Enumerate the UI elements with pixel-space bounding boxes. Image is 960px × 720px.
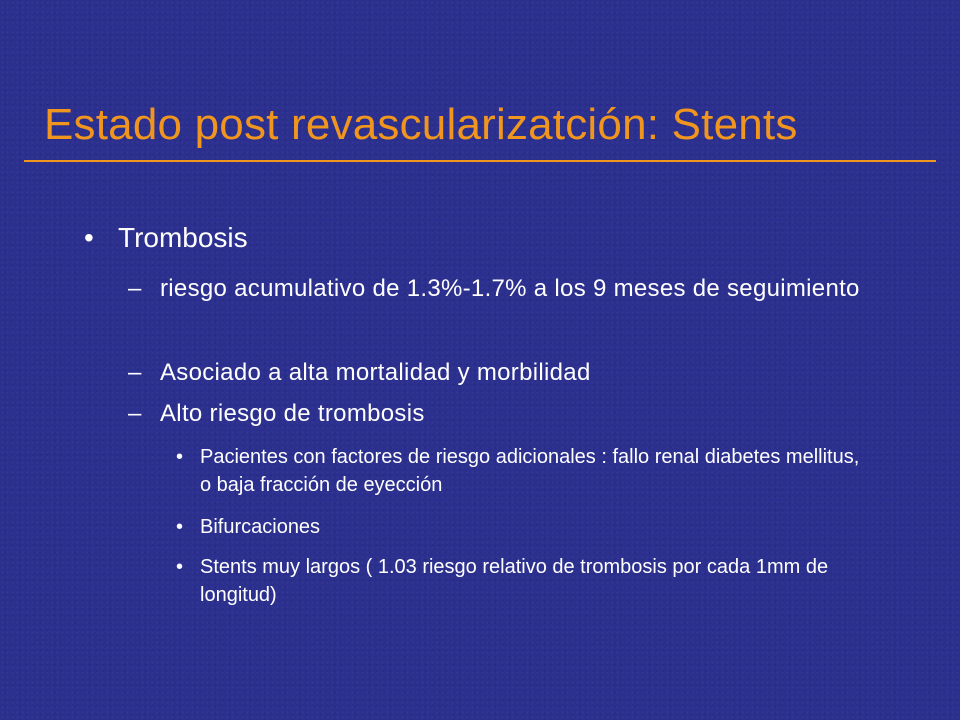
- dash-marker: –: [128, 275, 142, 302]
- sub-item-text: Asociado a alta mortalidad y morbilidad: [160, 359, 591, 386]
- sub-item-text: riesgo acumulativo de 1.3%-1.7% a los 9 meses de seguimiento: [160, 275, 860, 302]
- detail-item-text: Stents muy largos ( 1.03 riesgo relativo de trombosis por cada 1mm de longitud): [200, 556, 829, 606]
- sub-item-text: Alto riesgo de trombosis: [160, 400, 425, 427]
- dash-marker: –: [128, 400, 142, 427]
- detail-item-text: Bifurcaciones: [200, 516, 321, 538]
- detail-item-text: Pacientes con factores de riesgo adicionales : fallo renal diabetes mellitus, o baja fracción de eyección: [200, 446, 860, 496]
- title-underline: [24, 160, 936, 162]
- bullet-marker: •: [176, 556, 184, 578]
- bullet-marker: •: [176, 446, 184, 468]
- bullet-text: Trombosis: [118, 222, 248, 253]
- dash-marker: –: [128, 359, 142, 386]
- slide-title: Estado post revascularizatción: Stents: [44, 100, 798, 149]
- bullet-marker: •: [84, 222, 94, 253]
- bullet-marker: •: [176, 516, 184, 538]
